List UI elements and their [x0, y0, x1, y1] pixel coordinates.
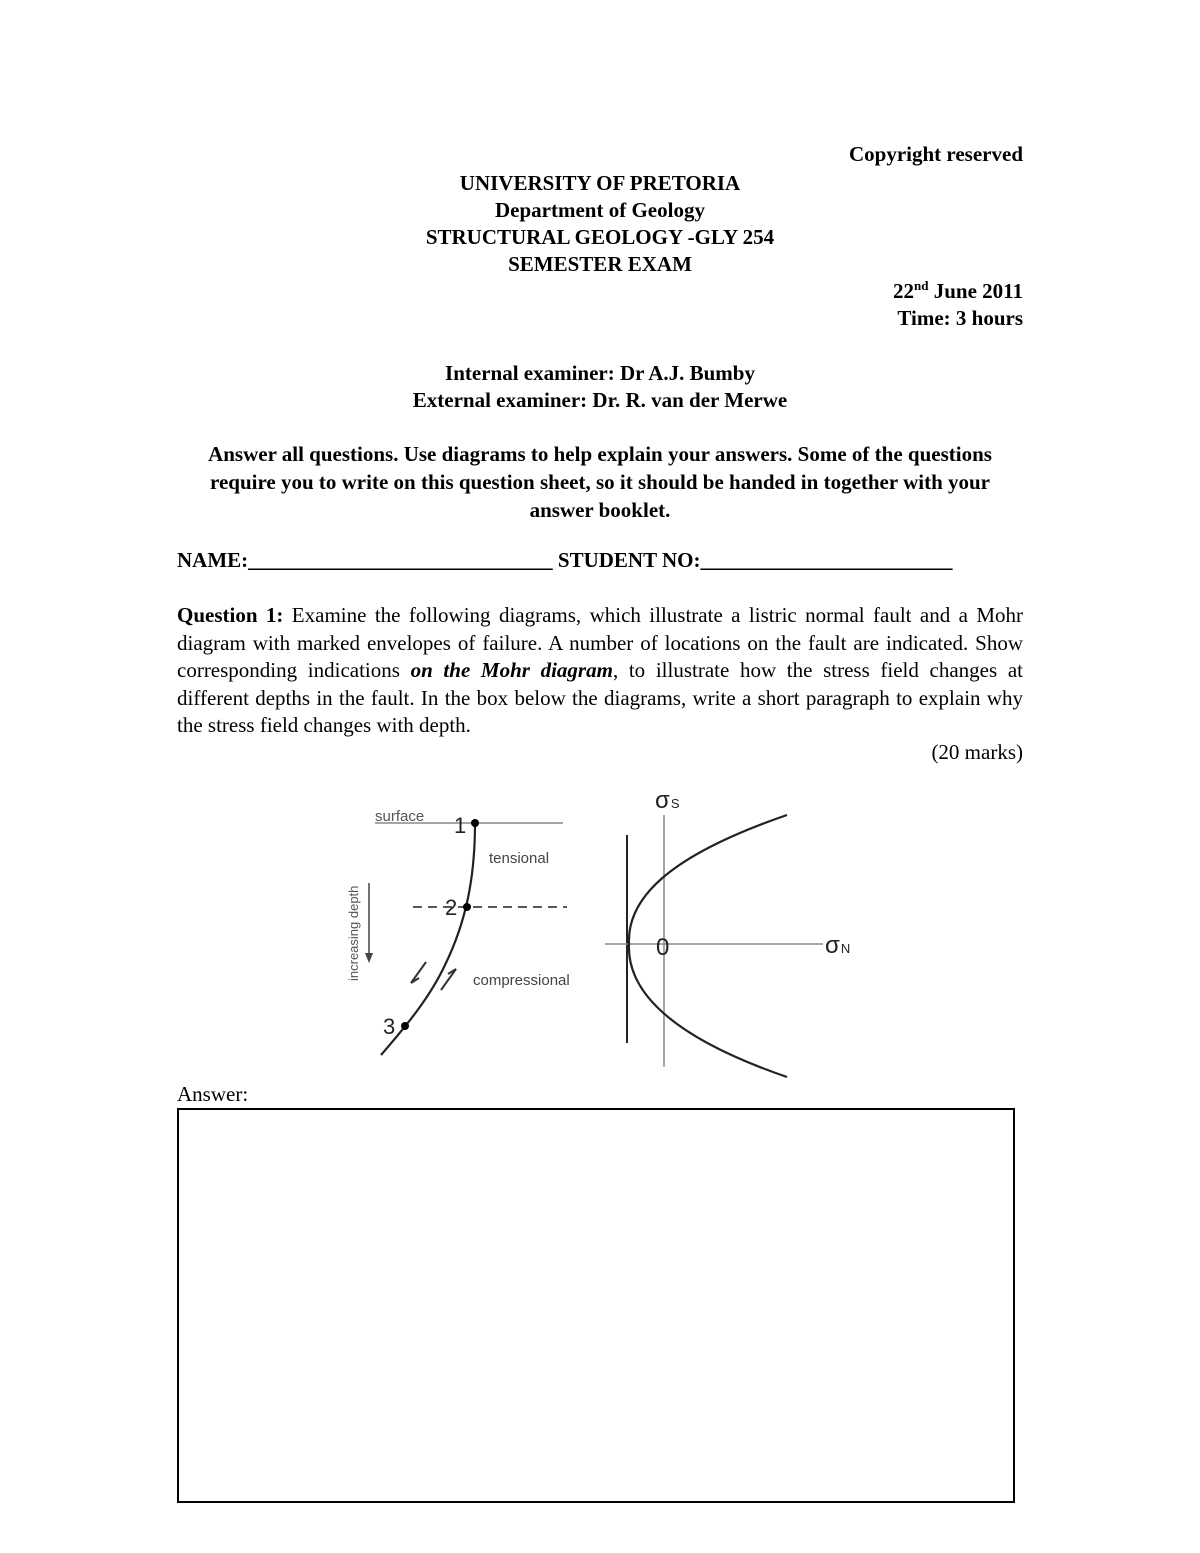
sigma-s-subscript: S	[670, 796, 680, 811]
compressional-label: compressional	[473, 972, 570, 989]
sigma-n-symbol: σ	[825, 932, 840, 959]
question-1-text-b: , to illustrate how the stress field changes at different depths in the fault. In the box below the diagrams, write a short paragraph to explain why the stress field changes with depth.	[177, 658, 1023, 737]
mohr-diagram	[605, 787, 850, 1077]
answer-box[interactable]	[177, 1108, 1015, 1503]
exam-type: SEMESTER EXAM	[508, 252, 692, 276]
exam-date	[893, 278, 1023, 305]
course-title: STRUCTURAL GEOLOGY -GLY 254	[425, 225, 775, 249]
sigma-n-label	[825, 932, 850, 959]
hanging-wall-arrow-icon	[411, 962, 426, 983]
fault-point-3	[401, 1022, 409, 1030]
question-1-label: Question 1:	[177, 603, 284, 627]
question-1-marks: (20 marks)	[931, 740, 1023, 764]
date-month-year: June 2011	[928, 279, 1023, 303]
exam-instructions: Answer all questions. Use diagrams to help explain your answers. Some of the questions require you to write on this question sheet, so it should be handed in together with your answer booklet.	[208, 442, 992, 522]
date-suffix: nd	[914, 278, 929, 293]
examiners	[0, 360, 1200, 414]
point-1-label: 1	[454, 813, 467, 838]
date-block	[893, 278, 1023, 332]
exam-duration: Time: 3 hours	[897, 306, 1023, 330]
date-day: 22	[893, 279, 914, 303]
sigma-n-subscript: N	[840, 941, 851, 956]
point-3-label: 3	[383, 1014, 396, 1039]
department-name: Department of Geology	[495, 198, 705, 222]
fault-point-2	[463, 903, 471, 911]
name-field[interactable]: NAME:_____________________________	[177, 548, 553, 572]
listric-fault-diagram	[346, 808, 570, 1055]
copyright-notice: Copyright reserved	[849, 142, 1023, 166]
sigma-s-label	[655, 787, 680, 814]
university-name: UNIVERSITY OF PRETORIA	[459, 171, 741, 195]
external-examiner: External examiner: Dr. R. van der Merwe	[412, 388, 788, 412]
answer-label: Answer:	[177, 1082, 249, 1106]
student-details-row	[177, 548, 1023, 573]
point-2-label: 2	[445, 895, 458, 920]
tensional-label: tensional	[489, 850, 550, 867]
surface-label: surface	[375, 808, 425, 825]
depth-arrow-head-icon	[365, 953, 373, 963]
student-number-field[interactable]: STUDENT NO:________________________	[557, 548, 953, 572]
failure-envelope-parabola	[629, 815, 787, 1077]
origin-label: 0	[656, 934, 670, 961]
question-1-emphasis: on the Mohr diagram	[410, 658, 613, 682]
exam-header	[0, 170, 1200, 278]
question-1	[177, 602, 1023, 740]
footwall-arrow-icon	[441, 969, 456, 990]
internal-examiner: Internal examiner: Dr A.J. Bumby	[445, 361, 755, 385]
fault-point-1	[471, 819, 479, 827]
sigma-s-symbol: σ	[655, 787, 670, 814]
question-1-text-a: Examine the following diagrams, which illustrate a listric normal fault and a Mohr diagram with marked envelopes of failure. A number of locations on the fault are indicated. Show corresponding indications	[177, 603, 1023, 682]
depth-label: increasing depth	[346, 885, 361, 981]
fault-and-mohr-diagram	[335, 785, 865, 1085]
